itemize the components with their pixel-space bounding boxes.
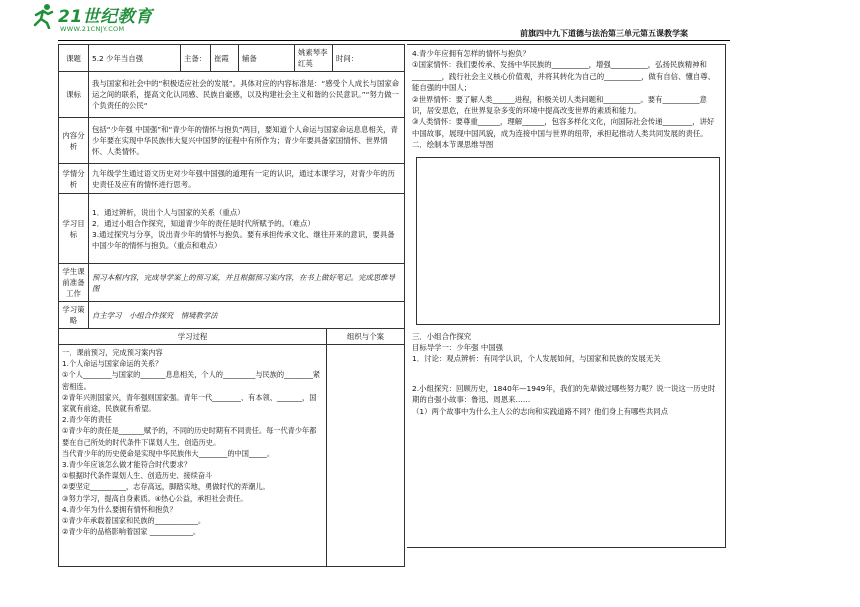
right-column <box>407 44 726 548</box>
objective-item: 3.通过探究与分享，说出青少年的情怀与抱负。要有承担传承文化、继往开来的意识，要具备中国少年的情怀与抱负。（重点和难点） <box>92 229 395 250</box>
mindmap-box[interactable] <box>416 157 720 325</box>
header-rule <box>58 40 730 41</box>
lead-label: 主备： <box>181 45 211 72</box>
learner-text: 九年级学生通过语文历史对少年强中国强的道理有一定的认识，通过本课学习，对青少年的历史责任及应有的情怀进行思考。 <box>89 164 405 194</box>
lesson-plan-table <box>58 44 405 567</box>
discussion-1: 1．讨论：观点辨析：有同学认识，个人发展如何，与国家和民族的发展无关 <box>412 354 661 364</box>
learner-label: 学情分析 <box>59 164 89 194</box>
preview-cell <box>59 345 327 567</box>
preview-line: ①青少年承载着国家和民族的____________。 <box>62 516 206 526</box>
prep-row <box>59 264 405 302</box>
preview-line: ①青少年的责任是_______赋予的，不同的历史时期有不同责任。每一代青少年都要在自己所处的时代条件下谋划人生、创造历史。 <box>62 426 317 447</box>
national-feelings: ①国家情怀：我们要传承、发扬中华民族的__________，增强__________，弘扬民族精神和________，践行社会主义核心价值观，并将其转化为自己的__________，做有自信、懂自尊、能自强的中国人； <box>412 60 716 93</box>
discussion-2: 2.小组探究：回顾历史，1840年—1949年，我们的先辈做过哪些努力呢？说一说这一历史时期的自强小故事：鲁迅、周恩来…… <box>412 383 716 405</box>
standard-text: 我与国家和社会中的“积极适应社会的发展”。具体对应的内容标准是：“感受个人成长与国家命运之间的联系，提高文化认同感、民族自豪感，以及构建社会主义和谐的公民意识。”“努力做一个负责任的公民“ <box>89 72 405 118</box>
preview-line: 1.个人命运与国家命运的关系？ <box>62 359 163 369</box>
preview-line: 4.青少年为什么要拥有情怀和抱负？ <box>62 504 177 514</box>
preview-line: 2.青少年的责任 <box>62 415 112 425</box>
logo-url: WWW.21CNJY.COM <box>60 25 125 33</box>
objectives-cell <box>89 194 405 264</box>
discussion-3: （1）两个故事中为什么主人公的志向和实践道路不同？他们身上有哪些共同点 <box>412 406 668 416</box>
objectives-label: 学习目标 <box>59 194 89 264</box>
objectives-row <box>59 194 405 264</box>
preview-line: 当代青少年的历史使命是实现中华民族伟大________的中国_____。 <box>62 448 275 458</box>
logo-text: 21世纪教育 <box>58 7 153 27</box>
strategy-label: 学习策略 <box>59 302 89 329</box>
human-feelings: ③人类情怀：要尊重______，理解______，包容多样化文化，向国际社会传递________，讲好中国故事，展现中国风貌，成为连接中国与世界的纽带，承担起推动人类共同发展的责任。 <box>412 117 715 138</box>
time-label: 时间： <box>333 45 405 72</box>
cases-cell <box>327 345 405 567</box>
content-label: 内容分析 <box>59 118 89 164</box>
standard-row <box>59 72 405 118</box>
topic-value: 5.2 少年当自强 <box>89 45 181 72</box>
runner-logo-icon <box>30 3 56 29</box>
guide-line: 目标导学一：少年强 中国强 <box>412 343 504 353</box>
preview-line: 3.青少年应该怎么做才能符合时代要求？ <box>62 460 192 470</box>
preview-line: ②青年兴则国家兴，青年强则国家强。青年一代________、有本领、_______，国家就有前途，民族就有希望。 <box>62 392 317 414</box>
strategy-row <box>59 302 405 329</box>
topic-label: 课题 <box>59 45 89 72</box>
preview-line: ②要坚定__________，志存高远，脚踏实地，勇做时代的弄潮儿。 <box>62 482 270 492</box>
doc-title: 前旗四中九下道德与法治第三单元第五课教学案 <box>520 29 688 38</box>
content-row <box>59 118 405 164</box>
site-logo <box>30 1 170 39</box>
process-header: 学习过程 <box>59 329 327 345</box>
standard-label: 课标 <box>59 72 89 118</box>
group-title: 三．小组合作探究 <box>412 331 472 341</box>
preview-line: ③努力学习，提高自身素质。④热心公益，承担社会责任。 <box>62 493 248 503</box>
prep-label: 学生课前准备工作 <box>59 264 89 302</box>
preview-line: ①根据时代条件谋划人生、创造历史、接续奋斗 <box>62 471 213 481</box>
objective-item: 1．通过辨析，说出个人与国家的关系（重点） <box>92 207 245 217</box>
cases-header: 组织与个案 <box>327 329 405 345</box>
assist-value: 姚素琴李红英 <box>295 45 333 72</box>
objective-item: 2．通过小组合作探究，知道青少年的责任是时代所赋予的。（难点） <box>92 218 315 228</box>
lead-value: 崔霞 <box>211 45 239 72</box>
preview-line: 一．课前预习，完成预习案内容 <box>62 348 163 357</box>
process-header-row <box>59 329 405 345</box>
mindmap-title: 二．绘制本节课思维导图 <box>412 140 494 150</box>
preview-row <box>59 345 405 567</box>
prep-text: 预习本框内容，完成导学案上的预习案，并且根据预习案内容，在书上做好笔记。完成思维导图 <box>89 264 405 302</box>
assist-label: 辅备 <box>239 45 295 72</box>
strategy-text: 自主学习 小组合作探究 情境教学法 <box>89 302 405 329</box>
content-text: 包括“少年强 中国强”和“青少年的情怀与抱负”两目，要知道个人命运与国家命运息息相关，青少年要在实现中华民族伟大复兴中国梦的征程中有所作为；青少年要具备家国情怀、世界情怀、人类情怀。 <box>89 118 405 164</box>
world-feelings: ②世界情怀：要了解人类______进程，积极关切人类问题和__________。要有__________意识，居安思危，在世界复杂多变的环境中提高改变世界的素质和能力。 <box>412 94 707 116</box>
q4-heading: 4.青少年应拥有怎样的情怀与抱负？ <box>412 49 530 58</box>
preview-line: ①个人________与国家的_______息息相关，个人的_________与民族的________紧密相连。 <box>62 370 321 391</box>
info-row <box>59 45 405 72</box>
preview-line: ②青少年的品格影响着国家 ____________。 <box>62 527 201 537</box>
learner-row <box>59 164 405 194</box>
